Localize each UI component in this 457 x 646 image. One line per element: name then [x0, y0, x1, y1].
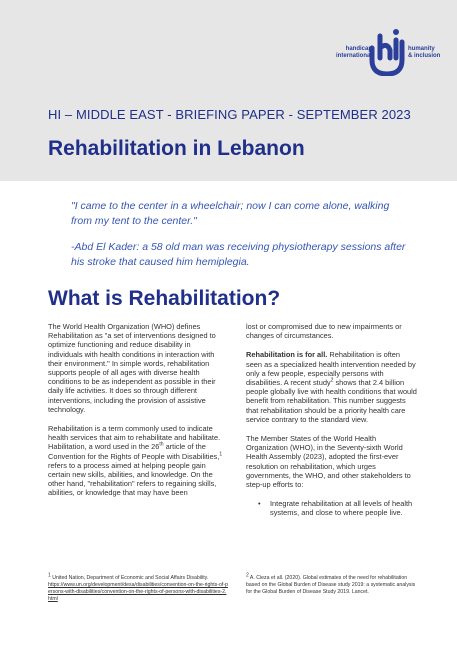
logo-left-line2: international [335, 53, 372, 59]
footnote-link[interactable]: https://www.un.org/development/desa/disabilities/convention-on-the-rights-of-persons-with-disabilities/convention-on-the-rights-of-persons-with-disabilities-2.html [48, 582, 228, 602]
superscript: th [159, 441, 164, 448]
footnote-text: A. Cieza et all. (2020). Global estimates of the need for rehabilitation based on the Global Burden of Disease study 2019: a systematic analysis for the Global Burden of Disease Study 2019. Lancet. [246, 575, 416, 595]
paragraph-who-definition: The World Health Organization (WHO) defines Rehabilitation as "a set of interventions designed to optimize functioning and reduce disability in individuals with health conditions in interaction with their environment." In simple words, rehabilitation supports people of all ages with diverse health conditions to be as independent as possible in their daily life activities. It does so through different interventions, including the provision of assistive technology. [48, 322, 216, 414]
footnote-1 [48, 572, 228, 603]
footnote-ref-1[interactable]: 1 [219, 451, 223, 458]
header-band [0, 0, 457, 181]
logo-right-line1: humanity [408, 46, 435, 52]
page-title: Rehabilitation in Lebanon [48, 137, 305, 160]
bullet-text: Integrate rehabilitation at all levels of health systems, and close to where people live. [270, 499, 413, 518]
logo-text-left [328, 46, 372, 60]
series-label: HI – MIDDLE EAST - BRIEFING PAPER - SEPTEMBER 2023 [48, 107, 411, 122]
text-run: refers to a process aimed at helping people gain certain new skills, abilities, and knowledge. On the other hand, "rehabilitation" refers to regaining skills, abilities, or knowledge that may have been [48, 460, 217, 498]
paragraph-continued: lost or compromised due to new impairments or changes of circumstances. [246, 322, 402, 341]
column-left [48, 322, 226, 508]
footnote-number: 1 [48, 572, 51, 579]
text-run: shows that 2.4 billion people globally live with health conditions that would benefit from rehabilitation. This number suggests that rehabilitation should be a priority health care service contrary to the standard view. [246, 378, 417, 424]
hand-logo-icon [368, 28, 406, 76]
hi-logo [328, 28, 446, 78]
bold-lead: Rehabilitation is for all. [246, 350, 328, 360]
quote-text: "I came to the center in a wheelchair; now I can come alone, walking from my tent to the center." [71, 200, 390, 227]
list-item [246, 499, 418, 517]
bullet-icon: • [258, 499, 261, 509]
logo-text-right [408, 46, 448, 60]
footnote-number: 2 [246, 572, 249, 579]
quote-attribution: -Abd El Kader: a 58 old man was receiving physiotherapy sessions after his stroke that caused him hemiplegia. [71, 241, 406, 268]
section-heading: What is Rehabilitation? [48, 287, 281, 310]
logo-left-line1: handicap [345, 46, 372, 52]
text-run: article of the Convention for the Rights of People with Disabilities, [48, 442, 220, 461]
text-run: Rehabilitation is often seen as a specialized health intervention needed by only a few people, especially persons with disabilities. A recent study [246, 350, 416, 388]
footnote-ref-2[interactable]: 2 [330, 377, 334, 384]
paragraph-member-states: The Member States of the World Health Organization (WHO), in the Seventy-sixth World Health Assembly (2023), adopted the first-ever resolution on rehabilitation, which urges governments, the WHO, and other stakeholders to step-up efforts to: [246, 434, 411, 490]
footnote-text: United Nation, Department of Economic and Social Affairs Disability. [50, 575, 209, 581]
paragraph-habilitation [48, 424, 226, 498]
footnote-2 [246, 572, 422, 596]
text-run: Rehabilitation is a term commonly used to indicate health services that aim to rehabilitate and habilitate. Habilitation, a word used in the 26 [48, 424, 221, 452]
logo-right-line2: & inclusion [408, 53, 441, 59]
paragraph-rehab-for-all [246, 350, 418, 424]
column-right [246, 322, 418, 528]
